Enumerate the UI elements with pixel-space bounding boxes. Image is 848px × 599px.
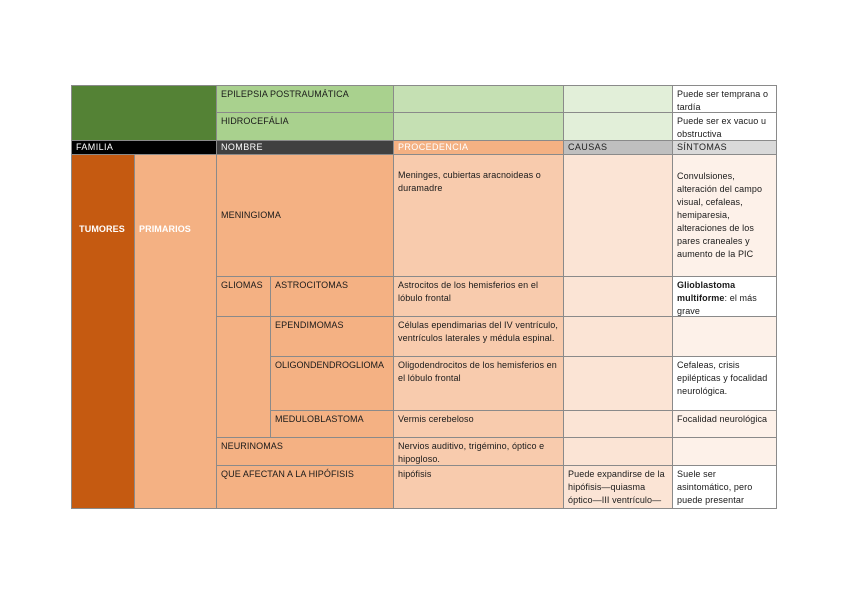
neurinomas-name: NEURINOMAS [221,441,284,451]
oligodendroglioma-name-cell [271,357,394,411]
ependimomas-procedencia: Células ependimarias del IV ventrículo, ventrículos laterales y médula espinal. [398,320,558,343]
hipofisis-procedencia-cell [394,466,564,509]
neurinomas-procedencia: Nervios auditivo, trigémino, óptico e hipogloso. [398,441,545,464]
astrocitomas-procedencia-cell [394,277,564,317]
neurinomas-procedencia-cell [394,438,564,466]
hipofisis-sintomas-cell [673,466,777,509]
header-nombre: NOMBRE [217,141,394,155]
meduloblastoma-causas-cell [564,411,673,438]
meduloblastoma-name: MEDULOBLASTOMA [275,414,364,424]
oligodendroglioma-procedencia-cell [394,357,564,411]
epilepsia-name: EPILEPSIA POSTRAUMÁTICA [221,89,349,99]
hidrocefalia-causas-cell [564,113,673,141]
epilepsia-procedencia-cell [394,85,564,113]
astrocitomas-sintomas-rest: : el más grave [677,293,757,316]
meningioma-sintomas-cell [673,155,777,277]
header-procedencia: PROCEDENCIA [394,141,564,155]
meningioma-name: MENINGIOMA [221,210,282,220]
meduloblastoma-sintomas-cell [673,411,777,438]
astrocitomas-name-cell [271,277,394,317]
oligodendroglioma-procedencia: Oligodendrocitos de los hemisferios en el lóbulo frontal [398,360,557,383]
hidrocefalia-procedencia-cell [394,113,564,141]
meningioma-name-cell [217,155,394,277]
ependimomas-procedencia-cell [394,317,564,357]
family-tumores: TUMORES [71,155,135,509]
astrocitomas-procedencia: Astrocitos de los hemisferios en el lóbulo frontal [398,280,539,303]
gliomas-group-cell [217,317,271,438]
header-sintomas: SÍNTOMAS [673,141,777,155]
meduloblastoma-procedencia: Vermis cerebeloso [398,414,474,424]
green-family-cell [71,85,217,141]
neurinomas-sintomas-cell [673,438,777,466]
oligodendroglioma-sintomas-cell [673,357,777,411]
epilepsia-sintomas: Puede ser temprana o tardía [677,89,769,112]
hipofisis-name: QUE AFECTAN A LA HIPÓFISIS [221,469,354,479]
meduloblastoma-procedencia-cell [394,411,564,438]
epilepsia-name-cell [217,85,394,113]
neurinomas-name-cell [217,438,394,466]
meningioma-procedencia-cell [394,155,564,277]
ependimomas-name: EPENDIMOMAS [275,320,344,330]
meningioma-sintomas: Convulsiones, alteración del campo visual, cefaleas, hemiparesia, alteraciones de los pares craneales y aumento de la PIC [677,171,763,259]
astrocitomas-causas-cell [564,277,673,317]
gliomas-label-cell [217,277,271,317]
neurinomas-causas-cell [564,438,673,466]
header-causas: CAUSAS [564,141,673,155]
gliomas-label: GLIOMAS [221,280,263,290]
epilepsia-sintomas-cell [673,85,777,113]
hipofisis-name-cell [217,466,394,509]
ependimomas-name-cell [271,317,394,357]
hidrocefalia-sintomas-cell [673,113,777,141]
astrocitomas-sintomas-bold: Glioblastoma multiforme [677,280,736,303]
meningioma-procedencia: Meninges, cubiertas aracnoideas o duramadre [398,170,541,193]
ependimomas-sintomas-cell [673,317,777,357]
meduloblastoma-name-cell [271,411,394,438]
epilepsia-causas-cell [564,85,673,113]
tumor-classification-table [71,85,777,509]
astrocitomas-sintomas-cell [673,277,777,317]
hipofisis-causas: Puede expandirse de la hipófisis—quiasma óptico—III ventrículo— [568,469,665,505]
hipofisis-sintomas: Suele ser asintomático, pero puede presentar [677,469,753,505]
hidrocefalia-name: HIDROCEFÁLIA [221,116,289,126]
hidrocefalia-name-cell [217,113,394,141]
oligodendroglioma-name: OLIGONDENDROGLIOMA [275,360,385,370]
ependimomas-causas-cell [564,317,673,357]
type-primarios: PRIMARIOS [135,155,217,509]
header-familia: FAMILIA [71,141,217,155]
hipofisis-procedencia: hipófisis [398,469,432,479]
astrocitomas-name: ASTROCITOMAS [275,280,349,290]
oligodendroglioma-sintomas: Cefaleas, crisis epilépticas y focalidad neurológica. [677,360,768,396]
meningioma-causas-cell [564,155,673,277]
oligodendroglioma-causas-cell [564,357,673,411]
hidrocefalia-sintomas: Puede ser ex vacuo u obstructiva [677,116,767,139]
hipofisis-causas-cell [564,466,673,509]
meduloblastoma-sintomas: Focalidad neurológica [677,414,768,424]
